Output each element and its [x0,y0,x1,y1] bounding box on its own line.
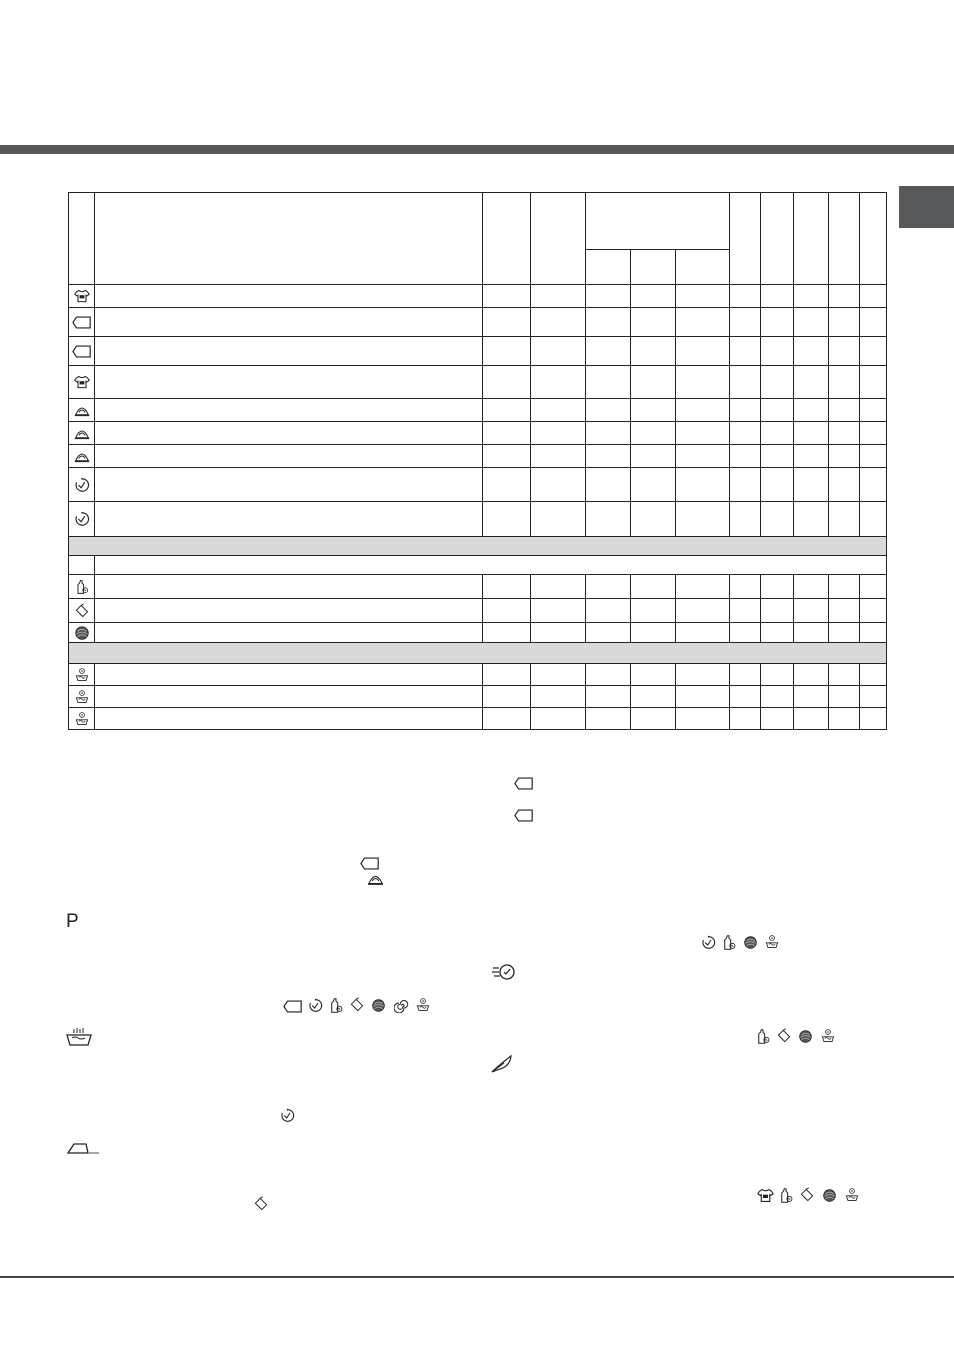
value-cell [730,422,761,445]
tag-icon [283,999,303,1014]
header-cell [794,193,829,285]
value-cell [794,399,829,422]
description-cell [95,686,483,708]
table-row [69,285,887,308]
footer-rule [0,1276,954,1278]
header-cell [95,193,483,285]
value-cell [586,599,631,623]
icon-cell [69,285,95,308]
header-cell [483,193,531,285]
tag-icon [69,344,94,359]
shirt-icon [757,1187,774,1204]
value-cell [860,308,887,337]
table-row [69,664,887,686]
tag-icon [69,315,94,330]
value-cell [730,623,761,643]
bottle-icon [779,1187,793,1204]
value-cell [676,468,730,502]
value-cell [483,468,531,502]
tag-icon [360,856,380,871]
header-cell [829,193,860,285]
value-cell [483,366,531,399]
table-row [69,422,887,445]
value-cell [730,337,761,366]
section-header-row [69,537,887,556]
value-cell [531,285,586,308]
header-cell [761,193,794,285]
value-cell [531,308,586,337]
value-cell [586,575,631,599]
value-cell [829,664,860,686]
value-cell [483,575,531,599]
table-row [69,708,887,730]
value-cell [483,664,531,686]
table-row [69,308,887,337]
value-cell [730,599,761,623]
value-cell [676,308,730,337]
value-cell [676,623,730,643]
value-cell [860,422,887,445]
icon-cell [69,708,95,730]
subsection-row [69,556,887,575]
value-cell [829,308,860,337]
value-cell [829,468,860,502]
description-cell [95,399,483,422]
value-cell [794,445,829,468]
table-row [69,502,887,537]
bottle-icon [756,1028,770,1045]
value-cell [586,686,631,708]
icon-cell [69,366,95,399]
flower-basin-icon [69,689,94,705]
description-cell [95,575,483,599]
synthetic-icon [69,448,94,464]
value-cell [586,366,631,399]
flower-basin-icon [69,667,94,683]
value-cell [531,445,586,468]
value-cell [676,664,730,686]
section-header-row [69,643,887,664]
icon-cell [69,445,95,468]
header-cell [531,193,586,285]
description-cell [95,422,483,445]
value-cell [586,708,631,730]
value-cell [631,468,676,502]
value-cell [531,502,586,537]
icon-cell [69,502,95,537]
value-cell [829,575,860,599]
value-cell [730,708,761,730]
value-cell [483,308,531,337]
value-cell [761,623,794,643]
value-cell [794,468,829,502]
value-cell [730,445,761,468]
description-cell [95,502,483,537]
synthetic-icon [367,871,384,886]
value-cell [586,308,631,337]
value-cell [829,599,860,623]
description-cell [95,285,483,308]
wool-icon [743,935,758,950]
value-cell [860,686,887,708]
value-cell [631,445,676,468]
table-row [69,575,887,599]
header-subcell [676,250,730,285]
table-row [69,445,887,468]
spiral-icon [394,998,409,1013]
value-cell [730,285,761,308]
value-cell [860,366,887,399]
value-cell [531,366,586,399]
value-cell [761,337,794,366]
value-cell [531,686,586,708]
description-cell [95,445,483,468]
hanging-garment-icon [349,997,365,1013]
table-row [69,623,887,643]
value-cell [676,575,730,599]
value-cell [829,285,860,308]
value-cell [483,623,531,643]
value-cell [761,399,794,422]
value-cell [586,623,631,643]
wool-icon [798,1029,813,1044]
value-cell [676,599,730,623]
header-cell [860,193,887,285]
value-cell [676,686,730,708]
value-cell [829,399,860,422]
header-cell [69,193,95,285]
value-cell [483,422,531,445]
value-cell [676,708,730,730]
wool-icon [371,998,386,1013]
value-cell [676,422,730,445]
value-cell [829,422,860,445]
flower-basin-icon [69,711,94,727]
value-cell [829,337,860,366]
value-cell [794,686,829,708]
value-cell [631,686,676,708]
value-cell [483,686,531,708]
hanging-garment-icon [253,1196,269,1212]
bottle-icon [69,579,94,595]
value-cell [631,366,676,399]
value-cell [531,664,586,686]
description-cell [95,664,483,686]
value-cell [761,502,794,537]
icon-cell [69,556,95,575]
value-cell [860,599,887,623]
value-cell [860,664,887,686]
header-group-cell [586,193,730,250]
value-cell [761,708,794,730]
wool-icon [822,1188,837,1203]
bottle-icon [329,997,343,1014]
description-cell [95,468,483,502]
value-cell [483,337,531,366]
value-cell [730,664,761,686]
value-cell [829,686,860,708]
programme-table [68,192,887,730]
timer-icon [69,477,94,493]
value-cell [829,445,860,468]
description-cell [95,708,483,730]
table-row [69,399,887,422]
value-cell [483,399,531,422]
icon-cell [69,623,95,643]
value-cell [676,502,730,537]
bottle-icon [722,934,736,951]
value-cell [676,366,730,399]
icon-cell [69,686,95,708]
timer-icon [280,1108,295,1123]
icon-cell [69,664,95,686]
header-cell [730,193,761,285]
tag-icon [514,776,534,791]
flower-basin-icon [764,934,780,950]
value-cell [761,308,794,337]
icon-cell [69,422,95,445]
value-cell [761,686,794,708]
description-cell [95,337,483,366]
value-cell [586,664,631,686]
value-cell [631,308,676,337]
value-cell [586,285,631,308]
header-subcell [586,250,631,285]
value-cell [631,399,676,422]
value-cell [730,399,761,422]
value-cell [586,445,631,468]
value-cell [676,399,730,422]
value-cell [860,445,887,468]
value-cell [631,599,676,623]
value-cell [631,623,676,643]
icon-cell [69,308,95,337]
value-cell [676,337,730,366]
value-cell [761,422,794,445]
feather-icon [490,1054,514,1074]
value-cell [794,708,829,730]
section-header-cell [69,643,887,664]
table-row [69,366,887,399]
value-cell [794,337,829,366]
iron-icon [66,1141,100,1155]
subsection-cell [95,556,887,575]
value-cell [483,285,531,308]
value-cell [631,422,676,445]
value-cell [860,337,887,366]
value-cell [586,337,631,366]
value-cell [829,366,860,399]
value-cell [631,708,676,730]
timer-icon [69,511,94,527]
shirt-icon [69,288,94,304]
hanging-garment-icon [799,1187,815,1203]
section-heading-letter: P [66,911,79,932]
value-cell [531,575,586,599]
icon-cell [69,399,95,422]
value-cell [860,468,887,502]
value-cell [586,502,631,537]
value-cell [483,599,531,623]
value-cell [860,285,887,308]
value-cell [730,502,761,537]
value-cell [794,664,829,686]
timer-icon [308,998,323,1013]
value-cell [631,502,676,537]
value-cell [794,366,829,399]
description-cell [95,308,483,337]
hanging-garment-icon [69,603,94,619]
value-cell [676,445,730,468]
value-cell [829,708,860,730]
value-cell [483,502,531,537]
value-cell [761,575,794,599]
value-cell [483,708,531,730]
value-cell [676,285,730,308]
description-cell [95,366,483,399]
value-cell [860,575,887,599]
value-cell [483,445,531,468]
flower-basin-icon [844,1187,860,1203]
value-cell [531,708,586,730]
table-row [69,468,887,502]
shirt-icon [69,374,94,390]
value-cell [631,337,676,366]
synthetic-icon [69,425,94,441]
value-cell [761,599,794,623]
value-cell [586,422,631,445]
value-cell [860,399,887,422]
hanging-garment-icon [776,1028,792,1044]
icon-cell [69,468,95,502]
value-cell [761,468,794,502]
language-tab [899,186,954,228]
icon-cell [69,337,95,366]
flower-basin-icon [820,1028,836,1044]
value-cell [761,664,794,686]
table-row [69,686,887,708]
value-cell [829,623,860,643]
table-row [69,599,887,623]
wool-icon [69,625,94,641]
value-cell [794,623,829,643]
value-cell [761,285,794,308]
value-cell [730,575,761,599]
value-cell [531,337,586,366]
value-cell [794,422,829,445]
flower-basin-icon [415,997,431,1013]
value-cell [794,502,829,537]
value-cell [761,445,794,468]
value-cell [531,422,586,445]
description-cell [95,599,483,623]
wash-basin-icon [66,1027,92,1047]
value-cell [794,599,829,623]
value-cell [586,399,631,422]
header-bar [0,145,954,154]
header-subcell [631,250,676,285]
description-cell [95,623,483,643]
value-cell [860,502,887,537]
quick-wash-icon [491,962,517,982]
value-cell [730,686,761,708]
value-cell [860,623,887,643]
table-row [69,337,887,366]
value-cell [794,285,829,308]
value-cell [531,623,586,643]
tag-icon [514,808,534,823]
timer-icon [701,935,716,950]
value-cell [531,468,586,502]
value-cell [761,366,794,399]
synthetic-icon [69,402,94,418]
value-cell [631,664,676,686]
value-cell [730,308,761,337]
value-cell [730,366,761,399]
value-cell [730,468,761,502]
value-cell [631,285,676,308]
section-header-cell [69,537,887,556]
value-cell [586,468,631,502]
value-cell [531,399,586,422]
icon-cell [69,575,95,599]
value-cell [794,575,829,599]
value-cell [531,599,586,623]
value-cell [829,502,860,537]
icon-cell [69,599,95,623]
value-cell [860,708,887,730]
value-cell [794,308,829,337]
value-cell [631,575,676,599]
